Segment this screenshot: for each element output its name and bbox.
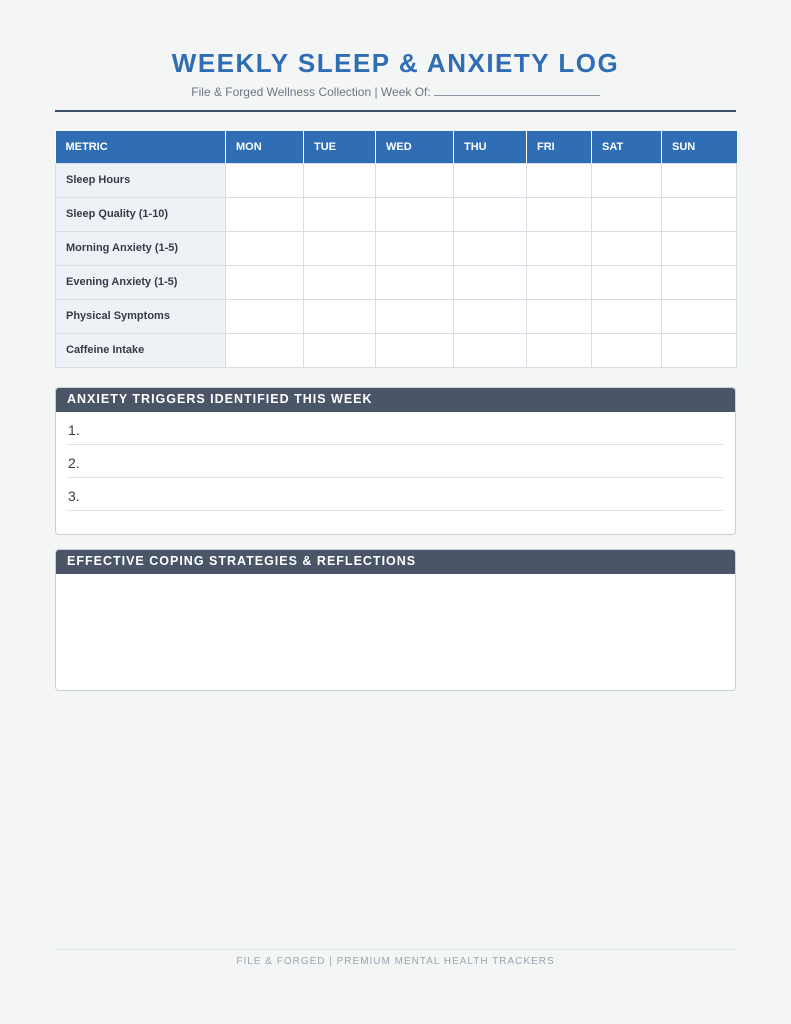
sleep-anxiety-table <box>55 131 737 368</box>
entry-cell-mon[interactable] <box>226 265 304 299</box>
entry-cell-wed[interactable] <box>376 299 454 333</box>
entry-cell-tue[interactable] <box>304 197 376 231</box>
entry-cell-mon[interactable] <box>226 333 304 367</box>
entry-cell-fri[interactable] <box>527 299 592 333</box>
entry-cell-wed[interactable] <box>376 333 454 367</box>
table-row <box>56 163 737 197</box>
table-row <box>56 333 737 367</box>
footer-divider <box>55 949 736 950</box>
entry-cell-mon[interactable] <box>226 197 304 231</box>
entry-cell-sun[interactable] <box>662 197 737 231</box>
entry-cell-thu[interactable] <box>454 163 527 197</box>
entry-cell-wed[interactable] <box>376 231 454 265</box>
column-header-mon: MON <box>226 131 304 163</box>
trigger-line-3[interactable]: 3. <box>67 478 724 511</box>
entry-cell-fri[interactable] <box>527 265 592 299</box>
entry-cell-fri[interactable] <box>527 197 592 231</box>
table-row <box>56 231 737 265</box>
triggers-list <box>56 412 735 511</box>
entry-cell-sat[interactable] <box>592 197 662 231</box>
coping-notes-area[interactable] <box>56 574 735 691</box>
entry-cell-fri[interactable] <box>527 163 592 197</box>
entry-cell-mon[interactable] <box>226 231 304 265</box>
metric-label: Sleep Hours <box>56 163 226 197</box>
entry-cell-sat[interactable] <box>592 163 662 197</box>
footer-text: FILE & FORGED | PREMIUM MENTAL HEALTH TRACKERS <box>236 956 555 967</box>
table-header-row <box>56 131 737 163</box>
entry-cell-sun[interactable] <box>662 231 737 265</box>
column-header-metric: METRIC <box>56 131 226 163</box>
column-header-thu: THU <box>454 131 527 163</box>
entry-cell-sat[interactable] <box>592 231 662 265</box>
table-row <box>56 299 737 333</box>
entry-cell-tue[interactable] <box>304 265 376 299</box>
coping-section-title: EFFECTIVE COPING STRATEGIES & REFLECTIONS <box>56 550 735 574</box>
column-header-fri: FRI <box>527 131 592 163</box>
entry-cell-wed[interactable] <box>376 265 454 299</box>
entry-cell-sun[interactable] <box>662 299 737 333</box>
entry-cell-sat[interactable] <box>592 299 662 333</box>
entry-cell-wed[interactable] <box>376 163 454 197</box>
entry-cell-sun[interactable] <box>662 265 737 299</box>
entry-cell-tue[interactable] <box>304 299 376 333</box>
header-divider <box>55 110 736 112</box>
triggers-section-title: ANXIETY TRIGGERS IDENTIFIED THIS WEEK <box>56 388 735 412</box>
column-header-sun: SUN <box>662 131 737 163</box>
entry-cell-thu[interactable] <box>454 231 527 265</box>
entry-cell-sun[interactable] <box>662 163 737 197</box>
entry-cell-tue[interactable] <box>304 333 376 367</box>
table-row <box>56 265 737 299</box>
entry-cell-mon[interactable] <box>226 299 304 333</box>
trigger-line-2[interactable]: 2. <box>67 445 724 478</box>
subtitle-text: File & Forged Wellness Collection | Week Of: <box>191 85 431 99</box>
triggers-section <box>55 387 736 535</box>
metric-label: Caffeine Intake <box>56 333 226 367</box>
entry-cell-thu[interactable] <box>454 265 527 299</box>
column-header-wed: WED <box>376 131 454 163</box>
entry-cell-sun[interactable] <box>662 333 737 367</box>
entry-cell-sat[interactable] <box>592 265 662 299</box>
page-title: WEEKLY SLEEP & ANXIETY LOG <box>171 48 620 78</box>
week-of-field[interactable] <box>434 84 600 96</box>
entry-cell-thu[interactable] <box>454 299 527 333</box>
entry-cell-fri[interactable] <box>527 333 592 367</box>
entry-cell-mon[interactable] <box>226 163 304 197</box>
entry-cell-fri[interactable] <box>527 231 592 265</box>
table-row <box>56 197 737 231</box>
page-subtitle <box>0 84 791 99</box>
metric-label: Sleep Quality (1-10) <box>56 197 226 231</box>
metric-label: Physical Symptoms <box>56 299 226 333</box>
entry-cell-thu[interactable] <box>454 197 527 231</box>
entry-cell-tue[interactable] <box>304 231 376 265</box>
entry-cell-thu[interactable] <box>454 333 527 367</box>
entry-cell-wed[interactable] <box>376 197 454 231</box>
entry-cell-sat[interactable] <box>592 333 662 367</box>
coping-section <box>55 549 736 691</box>
entry-cell-tue[interactable] <box>304 163 376 197</box>
metric-label: Morning Anxiety (1-5) <box>56 231 226 265</box>
metric-label: Evening Anxiety (1-5) <box>56 265 226 299</box>
trigger-line-1[interactable]: 1. <box>67 412 724 445</box>
column-header-sat: SAT <box>592 131 662 163</box>
column-header-tue: TUE <box>304 131 376 163</box>
